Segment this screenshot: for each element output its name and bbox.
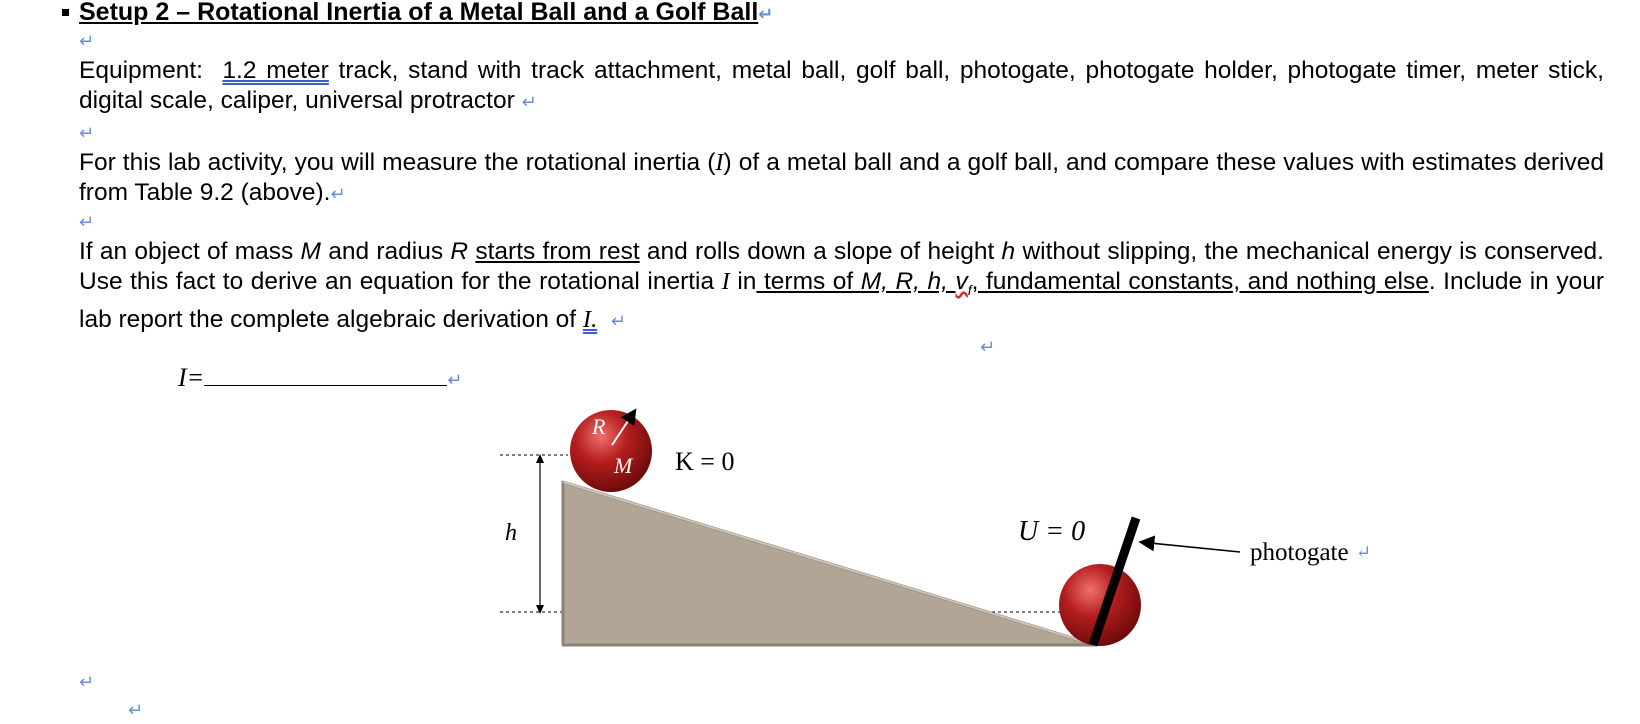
paragraph-mark-icon: ↵ — [330, 184, 346, 205]
answer-label: I= — [178, 363, 205, 392]
inertia-symbol: I — [715, 149, 724, 176]
instr-text: and radius — [320, 238, 451, 265]
instr-text: If an object of mass — [79, 238, 301, 265]
vf-v: v — [955, 268, 968, 295]
section-title: Setup 2 – Rotational Inertia of a Metal Ball and a Golf Ball — [79, 0, 759, 26]
intro-text-2: ) of a metal ball and a golf ball, and compare these values with estimates derived from Table 9.2 (above). — [79, 149, 1604, 206]
paragraph-mark-icon: ↵ — [447, 370, 463, 391]
instr-text: and rolls down a slope of height — [639, 238, 1002, 265]
intro-text-1: For this lab activity, you will measure the rotational inertia ( — [79, 149, 716, 176]
instr-text: . Include in your lab report the complete algebraic derivation of — [79, 268, 1604, 333]
instr-text: in — [729, 268, 757, 295]
paragraph-mark-icon: ↵ — [1356, 542, 1372, 562]
potential-energy-label: U = 0 — [1018, 516, 1086, 547]
var-radius: R — [450, 238, 469, 265]
photogate-pointer — [1140, 542, 1240, 552]
ball-radius-label: R — [592, 414, 606, 439]
instr-underlined: terms of — [756, 268, 861, 295]
paragraph-mark-icon: ↵ — [521, 92, 537, 113]
paragraph-mark-icon: ↵ — [79, 123, 95, 144]
height-label: h — [505, 520, 517, 546]
paragraph-mark-icon: ↵ — [610, 310, 626, 332]
instr-vars: M, R, h, — [860, 268, 956, 295]
paragraph-mark-icon: ↵ — [758, 4, 774, 25]
instr-underlined: , fundamental constants, and nothing else — [971, 268, 1429, 295]
equipment-items: track, stand with track attachment, metal ball, golf ball, photogate, photogate holder, photogate timer, meter stick, digital scale, caliper, universal protractor — [79, 57, 1604, 114]
vf-sub: f — [967, 281, 972, 298]
instr-text: without slipping, the mechanical energy is conserved. Use this fact to derive an equation for the rotational inertia — [79, 238, 1604, 295]
paragraph-mark-icon: ↵ — [79, 672, 95, 693]
metal-ball-top — [570, 410, 652, 492]
kinetic-energy-label: K = 0 — [675, 447, 735, 476]
photogate-label: photogate — [1250, 539, 1349, 566]
height-arrow-bottom — [536, 605, 544, 614]
equipment-label: Equipment: — [79, 57, 203, 84]
var-inertia: I — [721, 268, 730, 295]
var-height: h — [1001, 238, 1016, 265]
paragraph-mark-icon: ↵ — [79, 212, 95, 233]
starts-from-rest: starts from rest — [475, 238, 640, 265]
paragraph-mark-icon: ↵ — [79, 31, 95, 52]
track-length: 1.2 meter — [222, 57, 329, 84]
paragraph-mark-icon: ↵ — [128, 700, 144, 721]
var-inertia-end: I. — [582, 305, 598, 333]
var-mass: M — [300, 238, 321, 265]
paragraph-mark-icon: ↵ — [980, 337, 996, 358]
ball-mass-label: M — [614, 453, 633, 478]
